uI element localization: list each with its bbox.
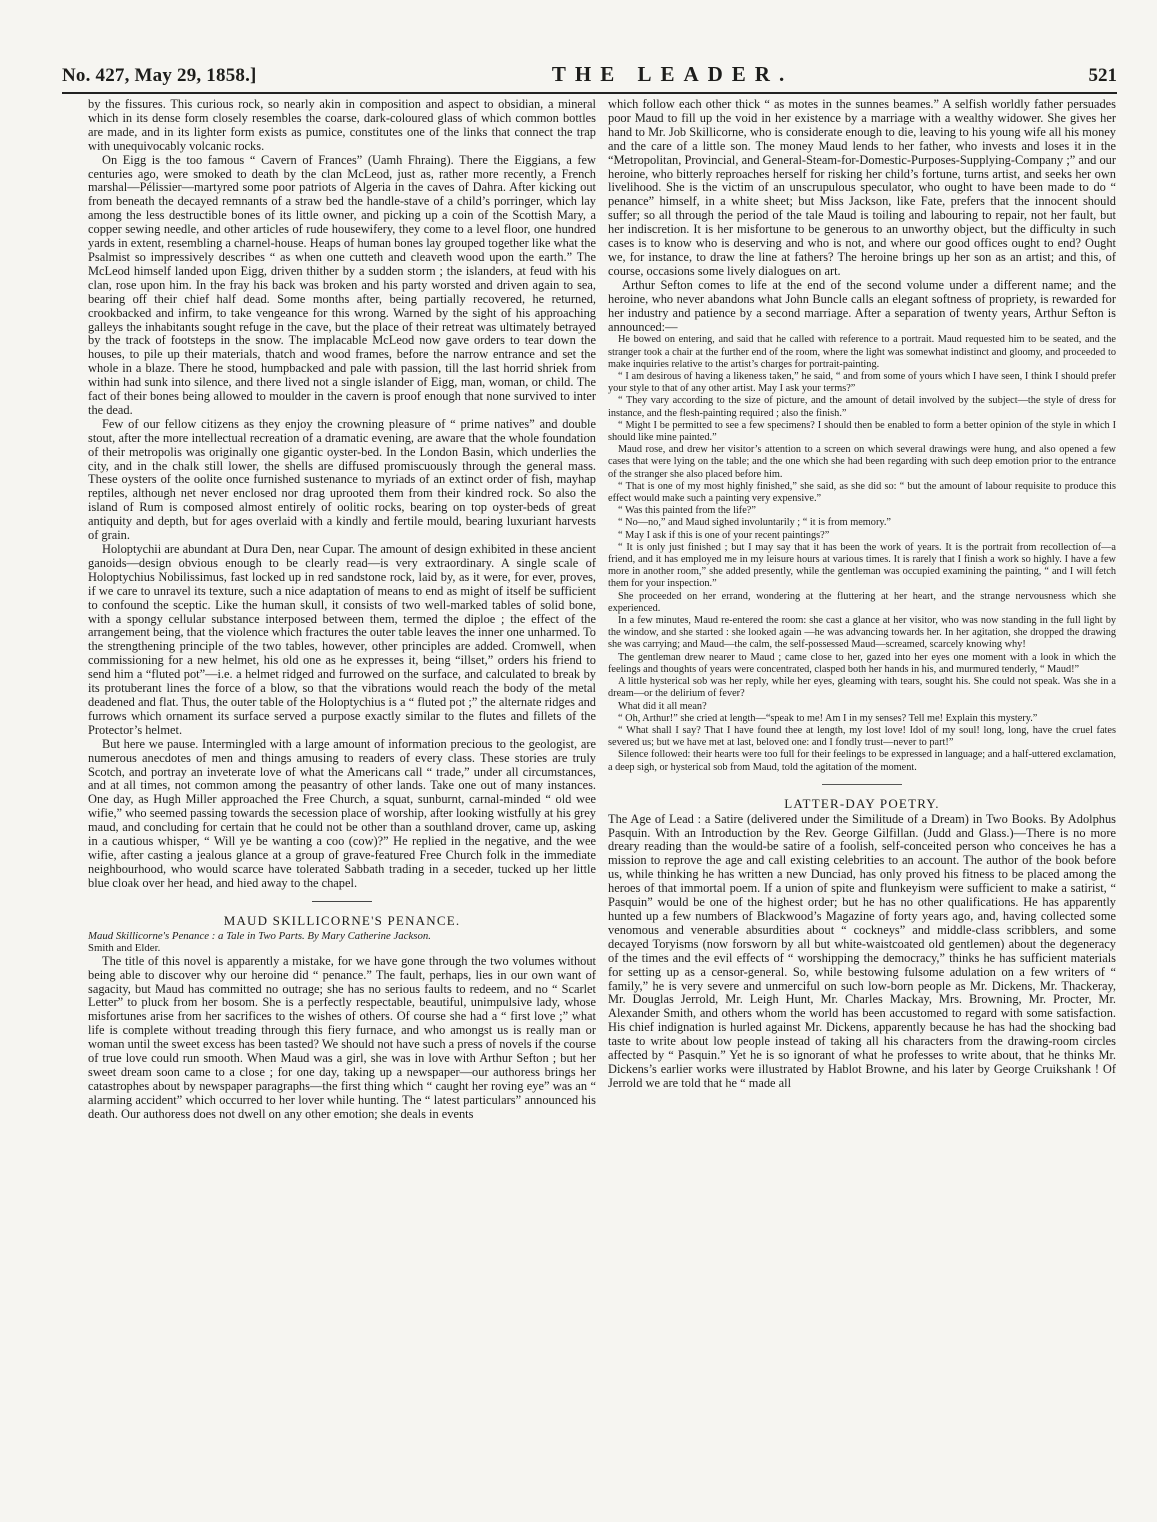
masthead-title: THE LEADER.: [551, 62, 794, 86]
left-column: [88, 98, 596, 1122]
page-header: [62, 62, 1117, 92]
quote-paragraph: Maud rose, and drew her visitor’s attention to a screen on which several drawings were hung, and also opened a few cases that were lying on the table; and the one which she had been regarding with such deep emotion prior to the entrance of the stranger she also placed before him.: [608, 444, 1116, 480]
section-divider: [822, 784, 902, 785]
header-rule: [62, 92, 1117, 94]
quote-paragraph: “ No—no,” and Maud sighed involuntarily ; “ it is from memory.”: [618, 517, 892, 529]
publisher: Smith and Elder.: [88, 942, 161, 955]
issue-date: No. 427, May 29, 1858.]: [62, 65, 257, 86]
paragraph: by the fissures. This curious rock, so nearly akin in composition and aspect to obsidian, a mineral which in its dense form closely resembles the coarse, dark-coloured glass of which common bottles are made, and in its lighter form exists as pumice, constitutes one of the links that connect the trap with unequivocably volcanic rocks.: [88, 97, 596, 153]
quote-paragraph: “ They vary according to the size of picture, and the amount of detail involved by the subject—the style of dress for instance, and the flesh-painting required ; also the finish.”: [608, 395, 1116, 419]
paragraph: which follow each other thick “ as motes in the sunnes beames.” A selfish worldly father persuades poor Maud to fill up the void in her existence by a marriage with a wealthy widower. She gives her hand to Mr. Job Skillicorne, who is considerate enough to die, leaving to his young wife all his money and the care of a little son. The money Maud lends to her father, who invests and loses it in the “Metropolitan, Provincial, and General-Steam-for-Domestic-Purposes-Supplying-Company ;” and our heroine, who bitterly reproaches herself for risking her child’s fortune, turns artist, and seeks her own livelihood. She is the victim of an unscrupulous speculator, who ought to have been made to do “ penance” himself, in a white sheet; but Miss Jackson, like Fate, prefers that the innocent should suffer; so all through the period of the tale Maud is toiling and labouring to repair, not her fault, but her indiscretion. It is her misfortune to be generous to an unworthy object, but the difficulty in such cases is to know who is deserving and who is not, and where our good offices ought to end? Ought we, for instance, to draw the line at fathers? The heroine brings up her son as an artist; and this, of course, occasions some lively dialogues on art.: [608, 97, 1116, 278]
quote-paragraph: What did it all mean?: [618, 700, 707, 712]
paragraph: The title of this novel is apparently a mistake, for we have gone through the two volumes without being able to discover why our heroine did “ penance.” The fault, perhaps, lies in our own want of sagacity, but Maud has committed no outrage; she has no serious faults to redeem, and no “ Scarlet Letter” to pluck from her bosom. She is a perfectly respectable, beautiful, unimpulsive lady, whose misfortunes arise from her sacrifices to the wishes of others. Of course she had a “ first love ;” what life is complete without treading through this fiery furnace, and who amongst us is really man or woman until the sweet excess has been tasted? We should not have such a press of novels if the course of true love could run smooth. When Maud was a girl, she was in love with Arthur Sefton ; but her sweet dream soon came to a close ; for one day, taking up a newspaper—our authoress brings her catastrophes about by newspaper paragraphs—the first thing which “ caught her roving eye” was an “ alarming accident” which occurred to her lover while hunting. The “ latest particulars” announced his death. Our authoress does not dwell on any other emotion; she deals in events: [88, 953, 596, 1121]
section-title: MAUD SKILLICORNE'S PENANCE.: [223, 912, 461, 928]
quote-paragraph: He bowed on entering, and said that he called with reference to a portrait. Maud requested him to be seated, and the stranger took a chair at the further end of the room, where the light was somewhat indistinct and gloomy, and proceeded to make inquiries relative to the artist’s charges for portrait-painting.: [608, 334, 1116, 370]
quote-paragraph: “ Might I be permitted to see a few specimens? I should then be enabled to form a better opinion of the style in which I should like mine painted.”: [608, 419, 1116, 444]
paragraph: The Age of Lead : a Satire (delivered under the Similitude of a Dream) in Two Books. By Adolphus Pasquin. With an Introduction by the Rev. George Gilfillan. (Judd and Glass.)—There is no more dreary reading than the would-be satire of a foolish, self-conceited person who conceives he has a mission to reprove the age and call existing celebrities to an account. The author of the book before us, while thinking he has written a new Dunciad, has only proved his fitness to be placed among the heroes of that immortal poem. If a union of spite and flunkeyism were sufficient to make a satirist, “ Pasquin” would be one of the highest order; but he has no other qualifications. He has apparently hunted up a few numbers of Blackwood’s Magazine of forty years ago, and, having collected some venomous and venerable absurdities about “ cockneys” and middle-class scribblers, and some decayed Toryisms (now forsworn by all but white-waistcoated old gentlemen) about the degeneracy of the times and the evil effects of “ worshipping the democracy,” thinks he has sufficient materials for setting up as a censor-general. So, while bestowing fulsome adulation on a few writers of “ family,” he is very severe and unmerciful on such low-born people as Mr. Dickens, Mr. Thackeray, Mr. Douglas Jerrold, Mr. Leigh Hunt, Mr. Charles Mackay, Mrs. Browning, Mr. Procter, Mr. Alexander Smith, and others whom the world has been accustomed to regard with some satisfaction. His chief indignation is hurled against Mr. Dickens, apparently because he has had the shocking bad taste to write about low people instead of taking all his characters from the drawing-room circles affected by “ Pasquin.” Yet he is so ignorant of what he professes to write about, that he thinks Mr. Dickens’s earlier works were illustrated by Hablot Browne, and his later by George Cruikshank ! Of Jerrold we are told that he “ made all: [608, 811, 1116, 1090]
book-citation: [88, 930, 596, 943]
quote-paragraph: “ What shall I say? That I have found thee at length, my lost love! Idol of my soul! long, long, have the cruel fates severed us; but we have met at last, beloved one: and I fondly trust—never to part!”: [608, 724, 1116, 749]
quote-paragraph: In a few minutes, Maud re-entered the room: she cast a glance at her visitor, who was now standing in the full light by the window, and she started : she looked again —he was advancing towards her. In her agitation, she dropped the drawing she was carrying; and Maud—the calm, the self-possessed Maud—screamed, scarcely knowing why!: [608, 615, 1116, 651]
paragraph: Few of our fellow citizens as they enjoy the crowning pleasure of “ prime natives” and double stout, after the more intellectual recreation of a dramatic evening, are aware that the whole foundation of their metropolis was originally one gigantic oyster-bed. In the London Basin, which underlies the city, and in the chalk still lower, the shells are diffused promiscuously through the general mass. These oysters of the oolite once furnished sustenance to myriads of an extinct order of fish, mayhap reptiles, although net never enclosed nor drag uprooted them from their kindred rock. So also the island of Rum is composed almost entirely of oolitic rocks, bearing on top oyster-beds of great antiquity and depth, but for ages overlaid with a kindly and fertile mould, bearing luxuriant harvests of grain.: [88, 416, 596, 543]
article-columns: [88, 98, 1117, 1122]
page-number: 521: [1088, 65, 1117, 86]
right-column: [608, 98, 1116, 1122]
paragraph: On Eigg is the too famous “ Cavern of Frances” (Uamh Fhraing). There the Eiggians, a few centuries ago, were smoked to death by the clan McLeod, just as, rather more recently, a French marshal—Pélissier—martyred some poor patriots of Algeria in the caves of Dahra. After kicking out from beneath the decayed remnants of a straw bed the handle-stave of a child’s porringer, which lay among the less destructible bones of its little owner, and picking up a coin of the Scottish Mary, a copper sewing needle, and other articles of rude housewifery, they come to a level floor, one hundred yards in extent, resembling a charnel-house. Heaps of human bones lay grouped together like what the Psalmist so impressively describes “ as when one cutteth and cleaveth wood upon the earth.” The McLeod himself landed upon Eigg, driven thither by a sudden storm ; the islanders, at feud with his clan, rose upon him. In the fray his back was broken and his party worsted and driven again to sea, bearing off their chief half dead. Some months after, being partially recovered, he returned, crookbacked and infirm, to take vengeance for this wrong. Warned by the sight of his approaching galleys the inhabitants sought refuge in the cave, but the place of their retreat was ultimately betrayed by the track of footsteps in the snow. The implacable McLeod now gave orders to tear down the houses, to pile up their materials, thatch and wood frames, before the narrow entrance and set the whole in a blaze. There he stood, humpbacked and pale with passion, till the last horrid shriek from within had sunk into silence, and there lived not a single islander of Eigg, man, woman, or child. The fact of their bones being allowed to moulder in the cavern is proof enough that none survived to inter the dead.: [88, 152, 596, 417]
quote-paragraph: “ Oh, Arthur!” she cried at length—“speak to me! Am I in my senses? Tell me! Explain this mystery.”: [618, 712, 1038, 724]
quoted-extract: [608, 334, 1116, 773]
quote-paragraph: “ Was this painted from the life?”: [618, 505, 756, 517]
section-title: LATTER-DAY POETRY.: [784, 795, 940, 811]
quote-paragraph: “ That is one of my most highly finished,” she said, as she did so: “ but the amount of labour requisite to produce this effect would make such a painting very expensive.”: [608, 480, 1116, 505]
quote-paragraph: “ I am desirous of having a likeness taken,” he said, “ and from some of yours which I have seen, I think I should prefer your style to that of any other artist. May I ask your terms?”: [608, 371, 1116, 395]
book-citation-text: Maud Skillicorne's Penance : a Tale in Two Parts. By Mary Catherine Jackson.: [88, 929, 431, 942]
quote-paragraph: A little hysterical sob was her reply, while her eyes, gleaming with tears, sought his. She could not speak. Was she in a dream—or the delirium of fever?: [608, 676, 1116, 700]
section-divider: [312, 901, 372, 902]
quote-paragraph: “ It is only just finished ; but I may say that it has been the work of years. It is the portrait from recollection of—a friend, and it has employed me in my leisure hours at various times. It is rarely that I finish a work so highly. I have a few more in another room,” she added presently, while the gentleman was occupied examining the painting, “ and I will fetch them for your inspection.”: [608, 541, 1116, 590]
paragraph: But here we pause. Intermingled with a large amount of information precious to the geologist, are numerous anecdotes of men and things amusing to readers of every class. These stories are truly Scotch, and portray an inveterate love of what the Americans call “ trade,” under all circumstances, and at all times, not common among the peasantry of other lands. Take one out of many instances. One day, as Hugh Miller approached the Free Church, a squat, sunburnt, carnal-minded “ old wee wifie,” who seemed passing towards the secession place of worship, after looking wistfully at his grey maud, and concluding for certain that he could not be other than a southland drover, came up, asking in a cautious whisper, “ Will ye be wanting a coo (cow)?” He replied in the negative, and the wee wifie, after casting a jealous glance at a group of grave-featured Free Church folk in the immediate neighbourhood, who would scarce have tolerated Sabbath trading in a seceder, tucked up her little blue cloak over her head, and hied away to the chapel.: [88, 736, 596, 890]
quote-paragraph: The gentleman drew nearer to Maud ; came close to her, gazed into her eyes one moment with a look in which the feelings and thoughts of years were concentrated, clasped both her hands in his, and murmured tenderly, “ Maud!”: [608, 651, 1116, 675]
paragraph: Holoptychii are abundant at Dura Den, near Cupar. The amount of design exhibited in these ancient ganoids—design obvious enough to be clearly read—is very extraordinary. A single scale of Holoptychius Nobilissimus, fast locked up in red sandstone rock, laid by, as it were, for ever, proves, if we care to unravel its texture, such a nice adaptation of means to end as might of itself be sufficient to confound the sceptic. Like the human skull, it consists of two well-marked tables of solid bone, with a spongy cellular substance interposed between them, termed the diploe ; the effect of the arrangement being, that the violence which fractures the outer table leaves the inner one unharmed. To the strengthening principle of the two tables, however, other principles are added. Cromwell, when commissioning for a new helmet, his old one as he expresses it, being “illset,” orders his friend to send him a “fluted pot”—i.e. a helmet ridged and furrowed on the surface, and calculated to break by its protuberant lines the force of a blow, so that the vibrations would reach the body of the metal deadened and flat. Thus, the outer table of the Holoptychius is a “ fluted pot ;” the alternate ridges and furrows which ornament its surface served a purpose exactly similar to the flutes and fillets of the Protector’s helmet.: [88, 542, 596, 737]
quote-paragraph: She proceeded on her errand, wondering at the fluttering at her heart, and the strange nervousness which she experienced.: [608, 590, 1116, 614]
paragraph: Arthur Sefton comes to life at the end of the second volume under a different name; and the heroine, who never abandons what John Buncle calls an elegant softness of propriety, is rewarded for her industry and patience by a second marriage. After a separation of twenty years, Arthur Sefton is announced:—: [608, 277, 1116, 334]
quote-paragraph: “ May I ask if this is one of your recent paintings?”: [618, 529, 830, 541]
quote-paragraph: Silence followed: their hearts were too full for their feelings to be expressed in language; and a half-uttered exclamation, a deep sigh, or hysterical sob from Maud, told the agitation of the moment.: [608, 749, 1116, 773]
